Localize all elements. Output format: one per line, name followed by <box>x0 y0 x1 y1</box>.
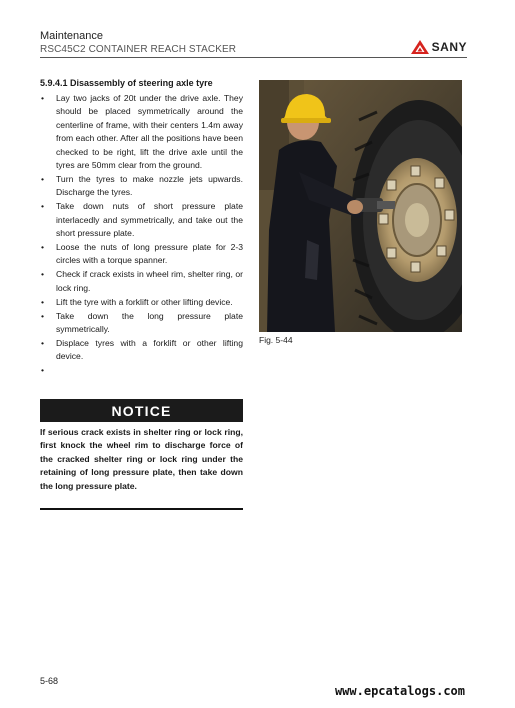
list-item-text: Lay two jacks of 20t under the drive axle. They should be placed symmetrically around the centerline of frame, with their centers 1.4m away from each other. After all the positions have been checked to be right, lift the drive axle until the tyres are 50mm clear from the ground. <box>56 93 243 171</box>
watermark-link[interactable]: www.epcatalogs.com <box>334 684 465 698</box>
logo-wordmark: SANY <box>431 40 467 54</box>
bullet-mark: • <box>41 269 45 280</box>
bullet-mark: • <box>41 173 45 184</box>
list-item <box>40 92 243 172</box>
list-item-text: Loose the nuts of long pressure plate for 2-3 circles with a torque spanner. <box>56 241 243 266</box>
list-item-text: Take down the long pressure plate symmetrically. <box>56 310 243 334</box>
bullet-mark: • <box>41 201 45 212</box>
section-heading: 5.9.4.1 Disassembly of steering axle tyre <box>40 78 213 88</box>
bullet-mark: • <box>41 93 45 103</box>
notice-banner: NOTICE <box>40 399 243 422</box>
list-item-text: Turn the tyres to make nozzle jets upwards. Discharge the tyres. <box>56 173 243 198</box>
header-title: Maintenance <box>40 30 103 42</box>
bullet-mark: • <box>41 296 45 307</box>
bullet-mark: • <box>41 365 45 376</box>
sany-triangle-icon <box>411 40 429 54</box>
list-item <box>40 310 243 337</box>
list-item <box>40 200 243 240</box>
sany-logo <box>411 40 467 54</box>
bullet-mark: • <box>41 310 45 321</box>
page-number: 5-68 <box>40 676 59 686</box>
list-item-text: Lift the tyre with a forklift or other lifting device. <box>56 296 233 307</box>
list-item <box>40 173 243 200</box>
figure-caption: Fig. 5-44 <box>259 335 293 345</box>
list-item-text: Check if crack exists in wheel rim, shelter ring, or lock ring. <box>56 269 243 293</box>
bullet-mark: • <box>41 241 45 252</box>
notice-text: If serious crack exists in shelter ring or lock ring, first knock the wheel rim to discharge force of the cracked shelter ring or lock ring under the retaining of long pressure plate, then take down the long pressure plate. <box>40 427 243 491</box>
procedure-list <box>40 92 243 376</box>
list-item <box>40 296 243 309</box>
list-item <box>40 337 243 364</box>
list-item <box>40 268 243 295</box>
notice-rule <box>40 508 243 510</box>
tyre-disassembly-photo <box>259 80 462 332</box>
list-item-text: Displace tyres with a forklift or other lifting device. <box>56 337 243 362</box>
list-item-text: Take down nuts of short pressure plate interlacedly and symmetrically, and take out the short pressure plate. <box>56 201 243 239</box>
header-subtitle: RSC45C2 CONTAINER REACH STACKER <box>40 44 237 55</box>
header-rule <box>40 57 467 58</box>
list-item <box>40 241 243 268</box>
bullet-mark: • <box>41 337 45 348</box>
